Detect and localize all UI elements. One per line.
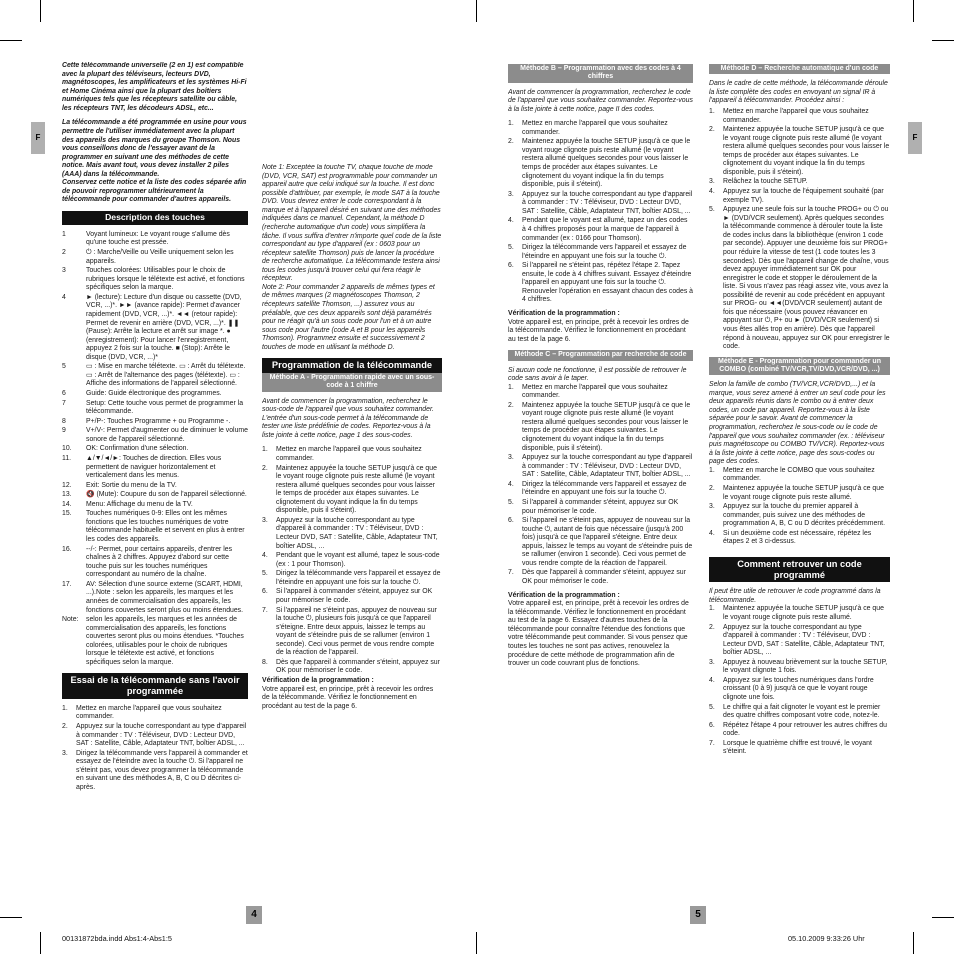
list-item (709, 503, 890, 529)
item-number: 11. (62, 454, 72, 462)
crop-mark (913, 0, 914, 22)
item-number: 2 (62, 249, 66, 256)
list-item (62, 267, 248, 293)
item-text: Guide: Guide électronique des programmes. (86, 390, 222, 397)
list-item (508, 191, 693, 217)
item-number: 4. (709, 188, 715, 195)
method-heading: Méthode B – Programmation avec des codes à 4 chiffres (508, 64, 693, 83)
section-heading: Description des touches (62, 211, 248, 225)
list-item (508, 384, 693, 401)
item-number: 1 (62, 230, 66, 238)
item-number: 15. (62, 510, 72, 518)
item-text: Si l'appareil ne s'éteint pas, appuyez de nouveau sur la touche ⏻, plusieurs fois jusqu'à ce que l'appareil s'éteigne. Entre deux appuis, laissez le temps au voyant de s'éteindre puis de se rallumer (environ 1 seconde). Ceci vous permet de vous rendre compte de la réaction de l'appareil. (276, 606, 437, 657)
method-intro: Avant de commencer la programmation, recherchez le sous-code de l'appareil que vous souhaitez commander. L'entrée d'un sous-code permet à la télécommande de tester une liste prédéfinie de codes. Reportez-vous à la liste jointe à cette notice, page 1 des sous-codes. (262, 397, 434, 439)
item-number: 14. (62, 500, 72, 508)
item-text: Maintenez appuyée la touche SETUP jusqu'à ce que le voyant rouge clignote puis reste allumé (le voyant restera allumé quelques secondes pour vous laisser le temps de procéder aux étapes suivantes. Le clignotement du voyant indique la fin du temps disponible, puis il s'éteint). (522, 401, 691, 452)
list-item (62, 427, 248, 444)
item-text: Dirigez la télécommande vers l'appareil et essayez de l'éteindre en appuyant une fois sur la touche ⏻. (522, 244, 687, 260)
item-number: 5 (62, 363, 66, 371)
item-number: 5. (508, 498, 514, 506)
item-number: 6 (62, 390, 66, 397)
steps-list (709, 467, 890, 547)
list-item (262, 570, 442, 587)
item-number: 4 (62, 293, 66, 301)
steps-list (508, 384, 693, 587)
item-text: Appuyez sur la touche correspondant au type d'appareil à commander : TV : Téléviseur, DVD : Lecteur DVD, SAT : Satellite, Câble, Adaptateur TNT, boîtier ADSL, ... (76, 722, 247, 748)
item-number: 4. (709, 529, 715, 537)
column-4 (709, 64, 890, 864)
crop-mark (40, 0, 41, 22)
list-item (709, 605, 890, 622)
list-item (709, 659, 890, 676)
list-item (709, 704, 890, 721)
list-item (62, 546, 248, 580)
list-item (508, 217, 693, 243)
item-text: selon les appareils, les marques et les années de commercialisation des appareils, les fonctions couvertes seront plus ou moins étendues. *Touches colorées, utilisables pour le choix de rubriques lorsque le télétexte est activé, et fonctions spécifiques selon la marque. (86, 616, 244, 666)
item-number: 2. (709, 484, 715, 492)
steps-list (62, 705, 248, 793)
item-number: 6. (262, 588, 268, 596)
item-text: ⏻ : Marche/Veille ou Veille uniquement selon les appareils. (86, 249, 234, 265)
item-number: 2. (709, 623, 715, 631)
item-text: Mettez en marche l'appareil que vous souhaitez commander. (76, 704, 222, 721)
intro-paragraph: Cette télécommande universelle (2 en 1) est compatible avec la plupart des téléviseurs, lecteurs DVD, magnétoscopes, les amplificateurs et les systèmes Hi-Fi et Home Cinéma ainsi que la plupart des boîtiers numériques tels que les récepteurs satellite ou câble, les récepteurs TNT, les décodeurs ADSL, etc... (62, 62, 247, 112)
item-number: 6. (508, 262, 514, 270)
key-description-list (62, 231, 248, 668)
section-heading: Comment retrouver un code programmé (709, 557, 890, 582)
method-heading: Méthode E - Programmation pour commander un COMBO (combiné TV/VCR,TV/DVD,VCR/DVD, ...) (709, 357, 890, 376)
item-text: Si un deuxième code est nécessaire, répétez les étapes 2 et 3 ci-dessus. (723, 529, 872, 546)
list-item (62, 249, 248, 266)
verification-text: Votre appareil est, en principe, prêt à recevoir les ordres de la télécommande. Vérifiez le fonctionnement en procédant au test de la page 6. (262, 685, 434, 710)
list-item (709, 188, 890, 205)
list-item (62, 363, 248, 389)
item-number: 2. (508, 138, 514, 146)
item-number: 5. (508, 244, 514, 252)
item-number: 3. (709, 178, 715, 186)
list-item (709, 178, 890, 187)
list-item (62, 390, 248, 399)
list-item (508, 569, 693, 586)
item-text: Appuyez sur la touche correspondant au type d'appareil à commander : TV : Téléviseur, DVD : Lecteur DVD, SAT : Satellite, Câble, Adaptateur TNT, boîtier ADSL, ... (522, 190, 693, 215)
item-text: V+/V-: Permet d'augmenter ou de diminuer le volume sonore de l'appareil sélectionné. (86, 427, 248, 443)
item-number: Note: (62, 616, 79, 624)
item-text: P+/P-: Touches Programme + ou Programme -. (86, 417, 231, 425)
item-text: Appuyez à nouveau brièvement sur la touche SETUP, le voyant clignote 1 fois. (723, 658, 888, 675)
list-item (508, 517, 693, 568)
language-tab-right: F (908, 122, 922, 154)
section-heading: Programmation de la télécommande (262, 358, 442, 373)
list-item (508, 481, 693, 498)
item-text: ► (lecture): Lecture d'un disque ou cassette (DVD, VCR, ...)*. ►► (avance rapide): Permet d'avancer rapidement (DVD, VCR, ...)*. ◄◄ (retour rapide): Permet de revenir en arrière (DVD, VCR, ...)*. ❚❚ (Pause): Arrête la lecture et arrêt sur image *. ● (enregistrement): Pour lancer l'enregistrement, appuyez 2 fois sur la touche. ■ (Stop): Arrête le disque (DVD, VCR, ...)* (86, 293, 242, 361)
item-text: Si l'appareil ne s'éteint pas, répétez l'étape 2. Tapez ensuite, le code à 4 chiffres suivant. Essayez d'éteindre l'appareil en appuyant une fois sur la touche ⏻. Renouveler l'opération en essayant chacun des codes à 4 chiffres. (522, 262, 693, 304)
page-number: 4 (246, 906, 262, 924)
list-item (62, 400, 248, 417)
list-item (62, 231, 248, 248)
method-heading: Méthode A - Programmation rapide avec un sous-code à 1 chiffre (262, 373, 442, 392)
item-number: 16. (62, 545, 72, 553)
list-item (62, 723, 248, 749)
item-number: 2. (262, 464, 268, 472)
item-number: 13. (62, 491, 72, 499)
item-number: 7. (508, 569, 514, 577)
item-number: 3. (62, 749, 68, 757)
list-item (262, 552, 442, 569)
crop-mark (0, 40, 22, 41)
item-number: 2. (508, 401, 514, 409)
method-intro: Avant de commencer la programmation, recherchez le code de l'appareil que vous souhaitez commander. Reportez-vous à la liste jointe à cette notice, page II des codes. (508, 88, 693, 113)
note-paragraph: Note 2: Pour commander 2 appareils de mêmes types et de mêmes marques (2 magnétoscopes Thomson, 2 récepteurs satellite Thomson, ...) assurez vous au préalable, que ces deux appareils sont déjà paramétrés pour ne réagir qu'à un sous code pour l'un et à un autre sous code pour l'autre (code A et B pour les appareils Thomson). Programmez ensuite et successivement 2 touches de mode en utilisant la méthode D. (262, 283, 435, 351)
item-number: 3. (709, 503, 715, 511)
list-item (508, 454, 693, 480)
verification-label: Vérification de la programmation : (262, 677, 374, 684)
item-text: OK: Confirmation d'une sélection. (86, 445, 189, 453)
item-number: 4. (262, 552, 268, 560)
list-item (508, 244, 693, 261)
item-text: Maintenez appuyée la touche SETUP jusqu'à ce que le voyant rouge clignote puis reste allumé. (723, 484, 884, 501)
list-item (62, 294, 248, 363)
item-text: Appuyez sur la touche correspondant au type d'appareil à commander : TV : Téléviseur, DVD : Lecteur DVD, SAT : Satellite, Câble, Adaptateur TNT, boîtier ADSL, ... (522, 454, 693, 479)
list-item (709, 485, 890, 502)
list-item (709, 206, 890, 352)
item-text: Pendant que le voyant est allumé, tapez un des codes à 4 chiffres proposés pour la marque de l'appareil à commander (ex : 0166 pour Thomson). (522, 217, 688, 242)
page-number: 5 (690, 906, 706, 924)
intro-paragraph: Conservez cette notice et la liste des codes séparée afin de pouvoir reprogrammer ultérieurement la télécommande pour commander d'autres appareils. (62, 179, 247, 204)
steps-list (709, 605, 890, 757)
item-text: Pendant que le voyant est allumé, tapez le sous-code (ex : 1 pour Thomson). (276, 552, 440, 568)
item-text: Dirigez la télécommande vers l'appareil et essayez de l'éteindre en appuyant une fois sur la touche ⏻. (276, 570, 441, 586)
method-intro: Si aucun code ne fonctionne, il est possible de retrouver le code sans avoir à le taper. (508, 366, 687, 383)
list-item (508, 499, 693, 516)
item-number: 6. (709, 721, 715, 729)
crop-mark (476, 0, 477, 22)
item-text: Appuyez sur la touche correspondant au type d'appareil à commander : TV : Téléviseur, DVD : Lecteur DVD, SAT : Satellite, Câble, Adaptateur TNT, boîtier ADSL, ... (276, 516, 438, 550)
item-text: Si l'appareil à commander s'éteint, appuyez sur OK pour mémoriser le code. (522, 498, 679, 515)
crop-mark (932, 917, 954, 918)
item-text: Mettez en marche l'appareil que vous souhaitez commander. (723, 107, 869, 124)
item-number: 12. (62, 481, 72, 489)
item-number: 1. (709, 605, 715, 613)
item-number: 1. (508, 120, 514, 128)
item-text: Appuyez sur la touche du premier appareil à commander, puis suivez une des méthodes de programmation A, B, C ou D décrites précédemment. (723, 503, 886, 528)
item-text: 🔇 (Mute): Coupure du son de l'appareil sélectionné. (86, 491, 247, 499)
list-item (709, 677, 890, 703)
list-item (508, 402, 693, 453)
item-number: 5. (709, 703, 715, 711)
crop-mark (40, 932, 41, 954)
item-text: Mettez en marche le COMBO que vous souhaitez commander. (723, 466, 875, 483)
item-text: Maintenez appuyée la touche SETUP jusqu'à ce que le voyant rouge clignote puis reste allumé (le voyant restera allumé quelques secondes pour vous laisser le temps de procéder aux étapes suivantes. Le clignotement du voyant indique la fin du temps disponible, puis il s'éteint). (522, 138, 691, 189)
item-number: 7. (262, 606, 268, 614)
item-number: 5. (709, 206, 715, 214)
list-item (262, 446, 442, 463)
list-item (262, 517, 442, 551)
item-text: AV: Sélection d'une source externe (SCART, HDMI, ...).Note : selon les appareils, les marques et les années de commercialisation des appareils, les fonctions couvertes seront plus ou moins étendues. (86, 580, 244, 614)
item-text: Touches numériques 0-9: Elles ont les mêmes fonctions que les touches numériques de votre télécommande habituelle et servent en plus à entrer les codes des appareils. (86, 510, 245, 543)
item-number: 1. (62, 704, 68, 712)
list-item (709, 740, 890, 757)
list-item (62, 616, 248, 667)
crop-mark (476, 932, 477, 954)
item-number: 4. (508, 217, 514, 225)
item-number: 6. (508, 517, 514, 525)
item-text: Maintenez appuyée la touche SETUP jusqu'à ce que le voyant rouge clignote puis reste allumé (le voyant restera allumé quelques secondes pour vous laisser le temps de procéder aux étapes suivantes. Le clignotement du voyant indique la fin du temps disponible, puis il s'éteint). (723, 126, 890, 176)
item-text: Si l'appareil à commander s'éteint, appuyez sur OK pour mémoriser le code. (276, 588, 433, 604)
list-item (262, 588, 442, 605)
list-item (262, 465, 442, 516)
language-tab-left: F (31, 122, 45, 154)
method-heading: Méthode D – Recherche automatique d'un code (709, 64, 890, 74)
item-text: Dès que l'appareil à commander s'éteint, appuyez sur OK pour mémoriser le code. (276, 658, 440, 675)
item-number: 1. (709, 107, 715, 115)
crop-mark (913, 932, 914, 954)
list-item (709, 530, 890, 547)
item-number: 7 (62, 399, 66, 407)
item-text: Exit: Sortie du menu de la TV. (86, 481, 177, 489)
list-item (62, 705, 248, 722)
item-text: Appuyez sur les touches numériques dans l'ordre croissant (0 à 9) jusqu'à ce que le voyant rouge clignote une fois. (723, 676, 874, 701)
list-item (709, 126, 890, 177)
item-text: Setup: Cette touche vous permet de programmer la télécommande. (86, 399, 244, 416)
item-text: Touches colorées: Utilisables pour le choix de rubriques lorsque le télétexte est activé, et fonctions spécifiques selon la marque. (86, 267, 245, 292)
list-item (62, 418, 248, 427)
column-2 (262, 164, 442, 864)
item-number: 10. (62, 445, 72, 453)
item-text: Répétez l'étape 4 pour retrouver les autres chiffres du code. (723, 721, 887, 738)
item-number: 2. (709, 126, 715, 134)
list-item (709, 624, 890, 658)
item-text: Menu: Affichage du menu de la TV. (86, 500, 193, 508)
list-item (62, 445, 248, 454)
item-number: 4. (709, 676, 715, 684)
list-item (709, 108, 890, 125)
item-number: 3. (508, 454, 514, 462)
steps-list (262, 446, 442, 676)
verification-label: Vérification de la programmation : (508, 310, 620, 317)
date-footer: 05.10.2009 9:33:26 Uhr (788, 934, 865, 943)
section-heading: Essai de la télécommande sans l'avoir programmée (62, 673, 248, 698)
verification-text: Votre appareil est, en principe, prêt à recevoir les ordres de la télécommande. Vérifiez le fonctionnement en procédant au test de la page 6. Essayez d'autres touches de la télécommande pour connaître l'étendue des fonctions que votre télécommande peut commander. Si vous pensez que toutes les touches ne sont pas actives, renouvelez la procédure de cette méthode de programmation afin de trouver un code couvrant plus de fonctions. (508, 600, 689, 668)
item-text: Dès que l'appareil à commander s'éteint, appuyez sur OK pour mémoriser le code. (522, 569, 686, 585)
item-number: 3. (709, 658, 715, 666)
item-text: Mettez en marche l'appareil que vous souhaitez commander. (522, 383, 668, 400)
item-number: 8. (262, 658, 268, 666)
item-number: 3. (262, 516, 268, 524)
verification-text: Votre appareil est, en principe, prêt à recevoir les ordres de la télécommande. Vérifiez le fonctionnement en procédant au test de la page 6. (508, 318, 689, 343)
list-item (62, 581, 248, 615)
item-number: 2. (62, 722, 68, 730)
list-item (62, 455, 248, 481)
item-text: Maintenez appuyée la touche SETUP jusqu'à ce que le voyant rouge clignote puis reste allumé (le voyant restera allumé quelques secondes pour vous laisser le temps de procéder aux étapes suivantes. Le clignotement du voyant indique la fin du temps disponible, puis il s'éteint). (276, 464, 437, 515)
steps-list (508, 120, 693, 305)
list-item (508, 120, 693, 137)
item-text: Appuyez sur la touche de l'équipement souhaité (par exemple TV). (723, 188, 884, 204)
list-item (709, 722, 890, 739)
steps-list (709, 108, 890, 352)
note-paragraph: Note 1: Exceptée la touche TV, chaque touche de mode (DVD, VCR, SAT) est programmable pour commander un appareil autre que celui indiqué sur la touche. Il est donc possible d'attribuer, par exemple, le mode SAT à la touche DVD. Vous devrez entrer le code correspondant à la marque et à l'appareil désiré en suivant une des méthodes indiquées dans ce manuel. Cependant, la méthode D (recherche automatique d'un code) vous simplifiera la tâche. Il vous suffira d'entrer n'importe quel code de la liste correspondant au type d'appareil (ex : 0603 pour un récepteur satellite Thomson) puis de lancer la procédure de recherche automatique. La télécommande testera ainsi tous les codes jusqu'à trouver celui qui fera réagir le récepteur. (262, 164, 442, 283)
item-number: 4. (508, 480, 514, 488)
method-intro: Il peut être utile de retrouver le code programmé dans la télécommande. (709, 588, 881, 604)
item-number: 3 (62, 267, 66, 275)
item-text: Appuyez une seule fois sur la touche PROG+ ou ⏻ ou ► (DVD/VCR seulement). Après quelques secondes la télécommande commence à dérouler toute la liste de codes inclus dans la bibliothèque (environ 1 code par seconde). Appuyer une deuxième fois sur PROG+ pour réduire la vitesse de test (1 code toutes les 3 secondes). Dès que l'appareil change de chaîne, vous devez appuyer immédiatement sur OK pour enregistrer le code et stopper le déroulement de la liste. Si vous n'avez pas réagi assez vite, vous avez la possibilité de revenir au code précédent en appuyant sur PROG- ou ◄◄(DVD/VCR seulement) autant de fois que nécessaire (vous pouvez réavancer en appuyant sur ⏻, P+ ou ► (DVD/VCR seulement) si vous êtes allés trop en arrière). Dès que l'appareil répond à nouveau, appuyez sur OK pour enregistrer le code. (723, 206, 890, 351)
item-number: 3. (508, 190, 514, 198)
item-number: 1. (508, 383, 514, 391)
column-3 (508, 64, 693, 864)
method-heading: Méthode C – Programmation par recherche de code (508, 350, 693, 360)
intro-paragraph: La télécommande a été programmée en usine pour vous permettre de l'utiliser immédiatement avec la plupart des appareils des marques du groupe Thomson. Nous vous conseillons donc de l'essayer avant de la programmer en suivant une des méthodes de cette notice. Mais avant tout, vous devez installer 2 piles (AAA) dans la télécommande. (62, 119, 247, 178)
item-number: 7. (709, 739, 715, 747)
item-text: Dirigez la télécommande vers l'appareil et essayez de l'éteindre en appuyant une fois sur la touche ⏻. (522, 480, 687, 497)
item-text: Lorsque le quatrième chiffre est trouvé, le voyant s'éteint. (723, 739, 872, 756)
list-item (508, 262, 693, 305)
list-item (62, 510, 248, 544)
item-text: Relâchez la touche SETUP. (723, 178, 808, 186)
item-number: 8 (62, 417, 66, 425)
item-text: Maintenez appuyée la touche SETUP jusqu'à ce que le voyant rouge clignote puis reste allumé. (723, 605, 884, 621)
list-item (709, 467, 890, 484)
list-item (262, 607, 442, 658)
item-text: Appuyez sur la touche correspondant au type d'appareil à commander : TV : Téléviseur, DVD : Lecteur DVD, SAT : Satellite, Câble, Adaptateur TNT, boîtier ADSL, ... (723, 623, 885, 657)
item-text: ▲/▼/◄/►: Touches de direction. Elles vous permettent de naviguer horizontalement et verticalement dans les menus. (86, 454, 222, 480)
method-intro: Dans le cadre de cette méthode, la télécommande déroule la liste complète des codes en envoyant un signal IR à l'appareil à télécommander. Procédez ainsi : (709, 80, 888, 105)
verification-label: Vérification de la programmation : (508, 591, 620, 599)
item-text: Mettez en marche l'appareil que vous souhaitez commander. (522, 120, 668, 136)
method-intro: Selon la famille de combo (TV/VCR,VCR/DVD,...) et la marque, vous serez amené à entrer un seul code pour les deux appareils réunis dans le combo ou à entrer deux codes, un code par appareil. Reportez-vous à la liste séparée pour le savoir. Avant de commencer la programmation, recherchez le sous-code ou le code de l'appareil que vous souhaitez commander (ex. : téléviseur puis magnétoscope ou COMBO TV/VCR). Reportez-vous à la liste jointe à cette notice, page des sous-codes ou page des codes. (709, 381, 886, 466)
item-number: 9 (62, 427, 66, 435)
item-number: 1. (709, 466, 715, 474)
item-text: Si l'appareil ne s'éteint pas, appuyez de nouveau sur la touche ⏻, autant de fois que nécessaire (jusqu'à 200 fois) jusqu'à ce que l'appareil s'éteigne. Entre deux appuis, laissez le temps au voyant de s'éteindre puis de se rallumer (environ 1 seconde). Ceci vous permet de vous rendre compte de la réaction de l'appareil. (522, 517, 693, 567)
column-1 (62, 62, 248, 862)
item-text: Mettez en marche l'appareil que vous souhaitez commander. (276, 446, 422, 462)
item-text: Dirigez la télécommande vers l'appareil à commander et essayez de l'éteindre avec la touche ⏻. Si l'appareil ne s'éteint pas, vous devez programmer la télécommande en suivant une des méthodes A, B, C ou D décrites ci-après. (76, 749, 248, 791)
crop-mark (932, 40, 954, 41)
item-text: Le chiffre qui a fait clignoter le voyant est le premier des quatre chiffres composant votre code, notez-le. (723, 703, 881, 720)
list-item (62, 501, 248, 510)
item-text: Voyant lumineux: Le voyant rouge s'allume dès qu'une touche est pressée. (86, 230, 230, 247)
item-text: ▭ : Mise en marche télétexte. ▭ : Arrêt du télétexte. ▭ : Arrêt de l'alternance des pages (télétexte). ▭ : Affiche des informations de l'appareil sélectionné. (86, 363, 246, 388)
list-item (62, 491, 248, 500)
file-info-footer: 00131872bda.indd Abs1:4-Abs1:5 (62, 934, 172, 943)
item-number: 1. (262, 446, 268, 454)
list-item (62, 482, 248, 491)
list-item (62, 750, 248, 793)
item-number: 17. (62, 580, 72, 588)
list-item (508, 138, 693, 189)
list-item (262, 659, 442, 676)
crop-mark (0, 917, 22, 918)
item-number: 5. (262, 570, 268, 578)
item-text: --/-: Permet, pour certains appareils, d'entrer les chaînes à 2 chiffres. Appuyez d'abord sur cette touche puis sur les touches numériques correspondant au numéro de la chaîne. (86, 545, 233, 579)
